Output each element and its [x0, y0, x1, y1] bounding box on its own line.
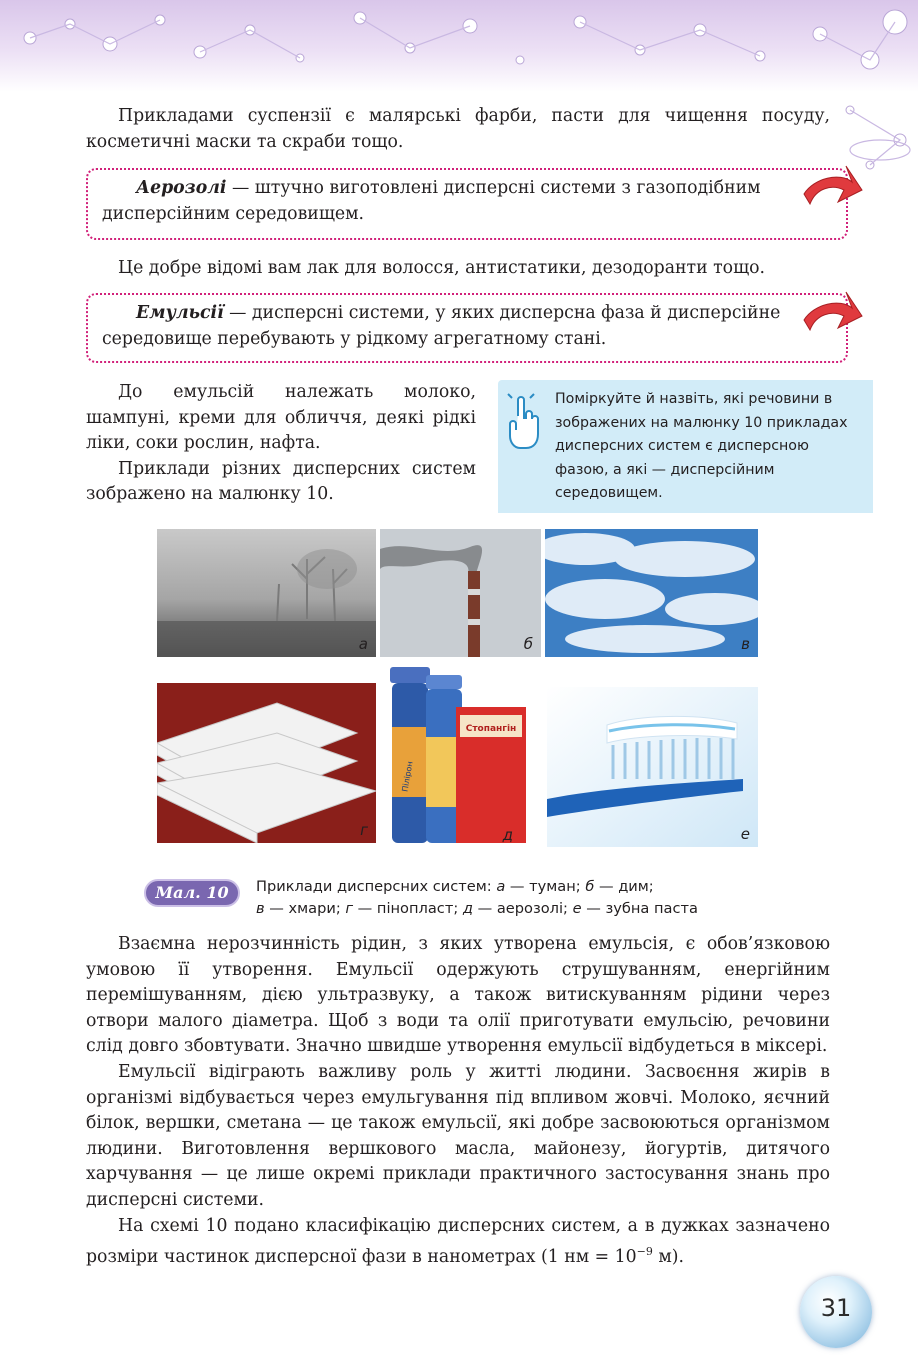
definition-text: — дисперсні системи, у яких дисперсна фаза й дисперсійне середовище перебувають у рідкому агрегатному стані.: [102, 303, 781, 349]
image-label: в: [741, 635, 750, 653]
caption-text: — аерозолі;: [472, 899, 573, 917]
pointing-hand-icon: [504, 392, 544, 454]
curved-arrow-icon: [800, 164, 864, 228]
exponent: −9: [636, 1245, 653, 1259]
foam-plastic-image: [157, 683, 376, 843]
aerosol-products-image: [380, 667, 541, 848]
caption-letter: б: [585, 878, 595, 895]
toothpaste-image: [547, 687, 758, 847]
caption-text: — зубна паста: [581, 899, 698, 917]
paragraph-suspensions: [86, 104, 830, 155]
figure-caption: [256, 876, 816, 919]
caption-text: — туман;: [505, 878, 586, 895]
definition-term: Емульсії: [136, 303, 224, 323]
definition-box-emulsions: [86, 293, 848, 363]
curved-arrow-icon: [800, 290, 864, 354]
figure-badge: Мал. 10: [144, 879, 240, 907]
product-can-text: Пілірон: [400, 760, 415, 793]
image-label: а: [358, 635, 368, 653]
page-number: 31: [820, 1294, 852, 1322]
smoke-image: [380, 529, 541, 657]
paragraph-text: [86, 1214, 830, 1271]
paragraph-text-start: На схемі 10 подано класифікацію дисперсних систем, а в дужках зазначено розміри частинок дисперсної фази в нанометрах (1 нм = 10: [86, 1215, 830, 1267]
paragraph-text: Приклади різних дисперсних систем зображено на малюнку 10.: [86, 458, 476, 505]
paragraph-text: Це добре відомі вам лак для волосся, антистатики, дезодоранти тощо.: [118, 258, 766, 278]
caption-letter: а: [496, 878, 506, 895]
paragraph-text: Прикладами суспензії є малярські фарби, пасти для чищення посуду, косметичні маски та скраби тощо.: [86, 106, 830, 152]
paragraph-aerosol-examples: [86, 256, 830, 282]
fog-image: [157, 529, 376, 657]
caption-letter: е: [572, 899, 582, 917]
definition-box-aerosols: [86, 168, 848, 240]
caption-text: — пінопласт;: [353, 899, 463, 917]
paragraph-text: Взаємна нерозчинність рідин, з яких утворена емульсія, є обов’язковою умовою її утворення. Емульсії одержують струшуванням, енергійним перемішуванням, дією ультразвуку, а також витискуванням рідини через отвори малого діаметра. Щоб з води та олії приготувати емульсію, речовини слід довго збовтувати. Значно швидше утворення емульсії відбудеться в міксері.: [86, 934, 830, 1057]
caption-letter: в: [256, 899, 265, 917]
image-label: д: [502, 826, 513, 844]
paragraph-text: До емульсій належать молоко, шампуні, креми для обличчя, деякі рідкі ліки, соки рослин, нафта.: [86, 382, 476, 454]
paragraph-text-end: м).: [652, 1246, 685, 1267]
molecule-decoration: [0, 0, 918, 190]
caption-letter: д: [462, 899, 473, 917]
think-note-text: Поміркуйте й назвіть, які речовини в зображених на малюнку 10 прикладах дисперсних систем є дисперсною фазою, а які — дисперсійним середовищем.: [555, 391, 848, 501]
image-label: г: [360, 821, 368, 839]
caption-text: — дим;: [594, 878, 654, 895]
image-label: б: [523, 635, 533, 653]
caption-letter: г: [345, 899, 354, 917]
caption-text: — хмари;: [264, 899, 346, 917]
caption-intro: Приклади дисперсних систем:: [256, 878, 492, 895]
paragraph-text: Емульсії відіграють важливу роль у житті людини. Засвоєння жирів в організмі відбувається через емульгування під впливом жовчі. Молоко, яєчний білок, вершки, сметана — це також емульсії, які добре засвоюються організмом людини. Виготовлення вершкового масла, майонезу, йогуртів, дитячого харчування — це лише окремі приклади практичного застосування знань про дисперсні системи.: [86, 1061, 830, 1210]
definition-term: Аерозолі: [136, 178, 227, 198]
body-text: [86, 932, 830, 1270]
definition-text: — штучно виготовлені дисперсні системи з газоподібним дисперсійним середовищем.: [102, 178, 761, 224]
clouds-image: [545, 529, 758, 657]
product-box-text: Стопангін: [465, 724, 517, 734]
image-label: е: [740, 825, 750, 843]
paragraph-emulsion-examples: [86, 380, 476, 508]
